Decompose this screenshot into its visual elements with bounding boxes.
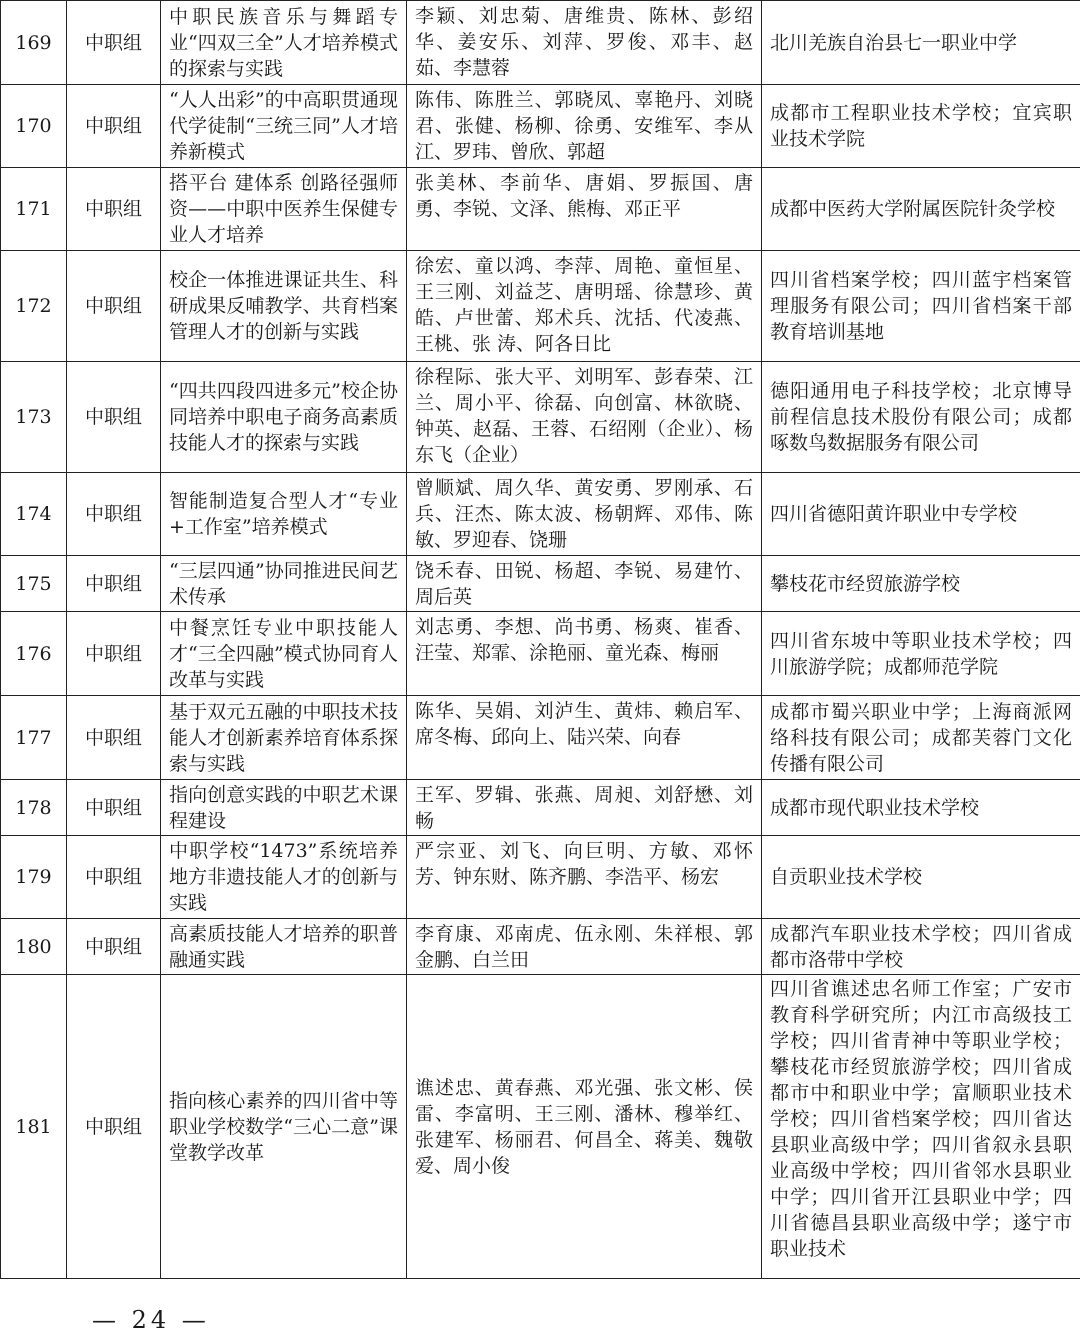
row-number: 172 [1, 251, 67, 362]
table-row [1, 780, 1080, 836]
project-title: 校企一体推进课证共生、科研成果反哺教学、共育档案管理人才的创新与实践 [161, 251, 407, 362]
members-cell: 徐程际、张大平、刘明军、彭春荣、江兰、周小平、徐磊、向创富、林欲晓、钟英、赵磊、王蓉、石绍刚（企业）、杨东飞（企业） [407, 362, 762, 473]
members-cell: 饶禾春、田锐、杨超、李锐、易建竹、周后英 [407, 556, 762, 612]
group-cell: 中职组 [67, 556, 161, 612]
project-title: 指向创意实践的中职艺术课程建设 [161, 780, 407, 836]
project-title: 智能制造复合型人才“专业+工作室”培养模式 [161, 473, 407, 556]
organization-cell: 成都市现代职业技术学校 [762, 780, 1080, 836]
group-cell: 中职组 [67, 696, 161, 780]
group-cell: 中职组 [67, 612, 161, 696]
project-title: “人人出彩”的中高职贯通现代学徒制“三统三同”人才培养新模式 [161, 85, 407, 168]
project-title: “四共四段四进多元”校企协同培养中职电子商务高素质技能人才的探索与实践 [161, 362, 407, 473]
project-title: 中职民族音乐与舞蹈专业“四双三全”人才培养模式的探索与实践 [161, 1, 407, 85]
group-cell: 中职组 [67, 780, 161, 836]
project-title: 搭平台 建体系 创路径强师资——中职中医养生保健专业人才培养 [161, 168, 407, 251]
organization-cell: 四川省东坡中等职业技术学校；四川旅游学院；成都师范学院 [762, 612, 1080, 696]
members-cell: 徐宏、童以鸿、李萍、周艳、童恒星、王三刚、刘益芝、唐明瑶、徐慧珍、黄皓、卢世蕾、郑术兵、沈括、代凌燕、王桃、张 涛、阿各日比 [407, 251, 762, 362]
members-cell: 陈伟、陈胜兰、郭晓凤、辜艳丹、刘晓君、张健、杨柳、徐勇、安维军、李从江、罗玮、曾欣、郭超 [407, 85, 762, 168]
group-cell: 中职组 [67, 85, 161, 168]
organization-cell: 德阳通用电子科技学校；北京博导前程信息技术股份有限公司；成都啄数鸟数据服务有限公司 [762, 362, 1080, 473]
members-cell: 严宗亚、刘飞、向巨明、方敏、邓怀芳、钟东财、陈齐鹏、李浩平、杨宏 [407, 836, 762, 919]
group-cell: 中职组 [67, 975, 161, 1279]
group-cell: 中职组 [67, 1, 161, 85]
row-number: 174 [1, 473, 67, 556]
table-row [1, 473, 1080, 556]
members-cell: 刘志勇、李想、尚书勇、杨爽、崔香、汪莹、郑霏、涂艳丽、童光森、梅丽 [407, 612, 762, 696]
members-cell: 张美林、李前华、唐娟、罗振国、唐勇、李锐、文泽、熊梅、邓正平 [407, 168, 762, 251]
table-row [1, 696, 1080, 780]
row-number: 179 [1, 836, 67, 919]
project-title: 基于双元五融的中职技术技能人才创新素养培育体系探索与实践 [161, 696, 407, 780]
organization-cell: 北川羌族自治县七一职业中学 [762, 1, 1080, 85]
members-cell: 王军、罗辑、张燕、周昶、刘舒懋、刘畅 [407, 780, 762, 836]
table-row [1, 556, 1080, 612]
row-number: 181 [1, 975, 67, 1279]
organization-cell: 成都市工程职业技术学校；宜宾职业技术学院 [762, 85, 1080, 168]
table-row [1, 919, 1080, 975]
group-cell: 中职组 [67, 168, 161, 251]
members-cell: 曾顺斌、周久华、黄安勇、罗刚承、石兵、汪杰、陈太波、杨朝辉、邓伟、陈敏、罗迎春、饶珊 [407, 473, 762, 556]
row-number: 175 [1, 556, 67, 612]
organization-cell: 自贡职业技术学校 [762, 836, 1080, 919]
row-number: 177 [1, 696, 67, 780]
organization-cell: 四川省谯述忠名师工作室；广安市教育科学研究所；内江市高级技工学校；四川省青神中等职业学校；攀枝花市经贸旅游学校；四川省成都市中和职业中学；富顺职业技术学校；四川省档案学校；四川省达县职业高级中学；四川省叙永县职业高级中学校；四川省邻水县职业中学；四川省开江县职业中学；四川省德昌县职业高级中学；遂宁市职业技术 [762, 975, 1080, 1279]
project-title: 指向核心素养的四川省中等职业学校数学“三心二意”课堂教学改革 [161, 975, 407, 1279]
members-cell: 李颖、刘忠菊、唐维贵、陈林、彭绍华、姜安乐、刘萍、罗俊、邓丰、赵茹、李慧蓉 [407, 1, 762, 85]
table-row [1, 836, 1080, 919]
row-number: 170 [1, 85, 67, 168]
members-cell: 谯述忠、黄春燕、邓光强、张文彬、侯雷、李富明、王三刚、潘林、穆举红、张建军、杨丽君、何昌全、蒋美、魏敬爱、周小俊 [407, 975, 762, 1279]
organization-cell: 四川省德阳黄许职业中专学校 [762, 473, 1080, 556]
table-row [1, 1, 1080, 85]
group-cell: 中职组 [67, 251, 161, 362]
group-cell: 中职组 [67, 836, 161, 919]
table-row [1, 251, 1080, 362]
row-number: 173 [1, 362, 67, 473]
row-number: 176 [1, 612, 67, 696]
organization-cell: 攀枝花市经贸旅游学校 [762, 556, 1080, 612]
members-cell: 李育康、邓南虎、伍永刚、朱祥根、郭金鹏、白兰田 [407, 919, 762, 975]
row-number: 178 [1, 780, 67, 836]
table-row [1, 168, 1080, 251]
organization-cell: 成都汽车职业技术学校；四川省成都市洛带中学校 [762, 919, 1080, 975]
row-number: 171 [1, 168, 67, 251]
group-cell: 中职组 [67, 362, 161, 473]
table-row [1, 362, 1080, 473]
project-title: 中职学校“1473”系统培养地方非遗技能人才的创新与实践 [161, 836, 407, 919]
table-row [1, 85, 1080, 168]
project-title: 中餐烹饪专业中职技能人才“三全四融”模式协同育人改革与实践 [161, 612, 407, 696]
project-title: 高素质技能人才培养的职普融通实践 [161, 919, 407, 975]
group-cell: 中职组 [67, 919, 161, 975]
table-row [1, 612, 1080, 696]
page-number: — 24 — [92, 1306, 210, 1334]
organization-cell: 四川省档案学校；四川蓝宇档案管理服务有限公司；四川省档案干部教育培训基地 [762, 251, 1080, 362]
organization-cell: 成都中医药大学附属医院针灸学校 [762, 168, 1080, 251]
row-number: 180 [1, 919, 67, 975]
members-cell: 陈华、吴娟、刘泸生、黄炜、赖启军、席冬梅、邱向上、陆兴荣、向春 [407, 696, 762, 780]
row-number: 169 [1, 1, 67, 85]
organization-cell: 成都市蜀兴职业中学；上海商派网络科技有限公司；成都芙蓉门文化传播有限公司 [762, 696, 1080, 780]
project-title: “三层四通”协同推进民间艺术传承 [161, 556, 407, 612]
group-cell: 中职组 [67, 473, 161, 556]
table-row [1, 975, 1080, 1279]
